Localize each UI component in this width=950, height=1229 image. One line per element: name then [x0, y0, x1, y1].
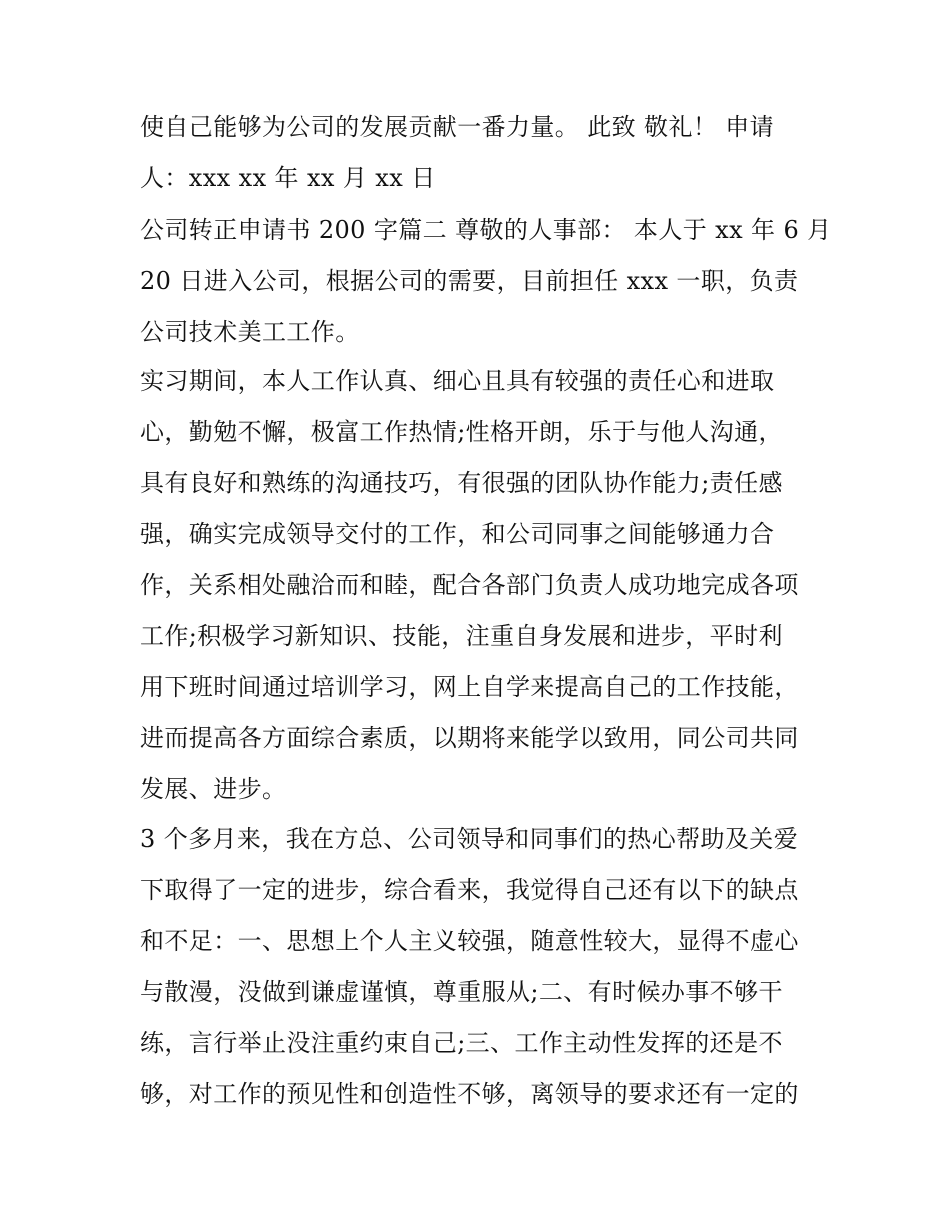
paragraph-intro: [140, 205, 832, 358]
text-line: 够，对工作的预见性和创造性不够，离领导的要求还有一定的: [140, 1080, 799, 1108]
text-line: 发展、进步。: [140, 775, 287, 803]
text-line: 工作;积极学习新知识、技能，注重自身发展和进步，平时利: [140, 622, 783, 650]
text-line: 人：xxx xx 年 xx 月 xx 日: [140, 164, 436, 192]
text-line: 作，关系相处融洽而和睦，配合各部门负责人成功地完成各项: [140, 571, 799, 599]
text-line: 20 日进入公司，根据公司的需要，目前担任 xxx 一职，负责: [140, 267, 799, 295]
paragraph-internship: [140, 356, 820, 815]
text-line: 实习期间，本人工作认真、细心且具有较强的责任心和进取: [140, 367, 775, 395]
text-line: 与散漫，没做到谦虚谨慎，尊重服从;二、有时候办事不够干: [140, 978, 783, 1006]
text-line: 用下班时间通过培训学习，网上自学来提高自己的工作技能，: [140, 673, 799, 701]
text-line: 公司转正申请书 200 字篇二 尊敬的人事部： 本人于 xx 年 6 月: [140, 216, 832, 244]
text-line: 下取得了一定的进步，综合看来，我觉得自己还有以下的缺点: [140, 876, 799, 904]
text-line: 使自己能够为公司的发展贡献一番力量。 此致 敬礼！ 申请: [140, 113, 775, 141]
text-line: 公司技术美工工作。: [140, 318, 360, 346]
text-line: 进而提高各方面综合素质，以期将来能学以致用，同公司共同: [140, 724, 799, 752]
text-line: 具有良好和熟练的沟通技巧，有很强的团队协作能力;责任感: [140, 469, 783, 497]
text-line: 练，言行举止没注重约束自己;三、工作主动性发挥的还是不: [140, 1029, 783, 1057]
text-line: 心，勤勉不懈，极富工作热情;性格开朗，乐于与他人沟通，: [140, 418, 783, 446]
paragraph-shortcomings: [140, 814, 820, 1120]
text-line: 3 个多月来，我在方总、公司领导和同事们的热心帮助及关爱: [140, 825, 799, 853]
paragraph-closing: [140, 102, 820, 204]
text-line: 和不足：一、思想上个人主义较强，随意性较大，显得不虚心: [140, 927, 799, 955]
text-line: 强，确实完成领导交付的工作，和公司同事之间能够通力合: [140, 520, 775, 548]
